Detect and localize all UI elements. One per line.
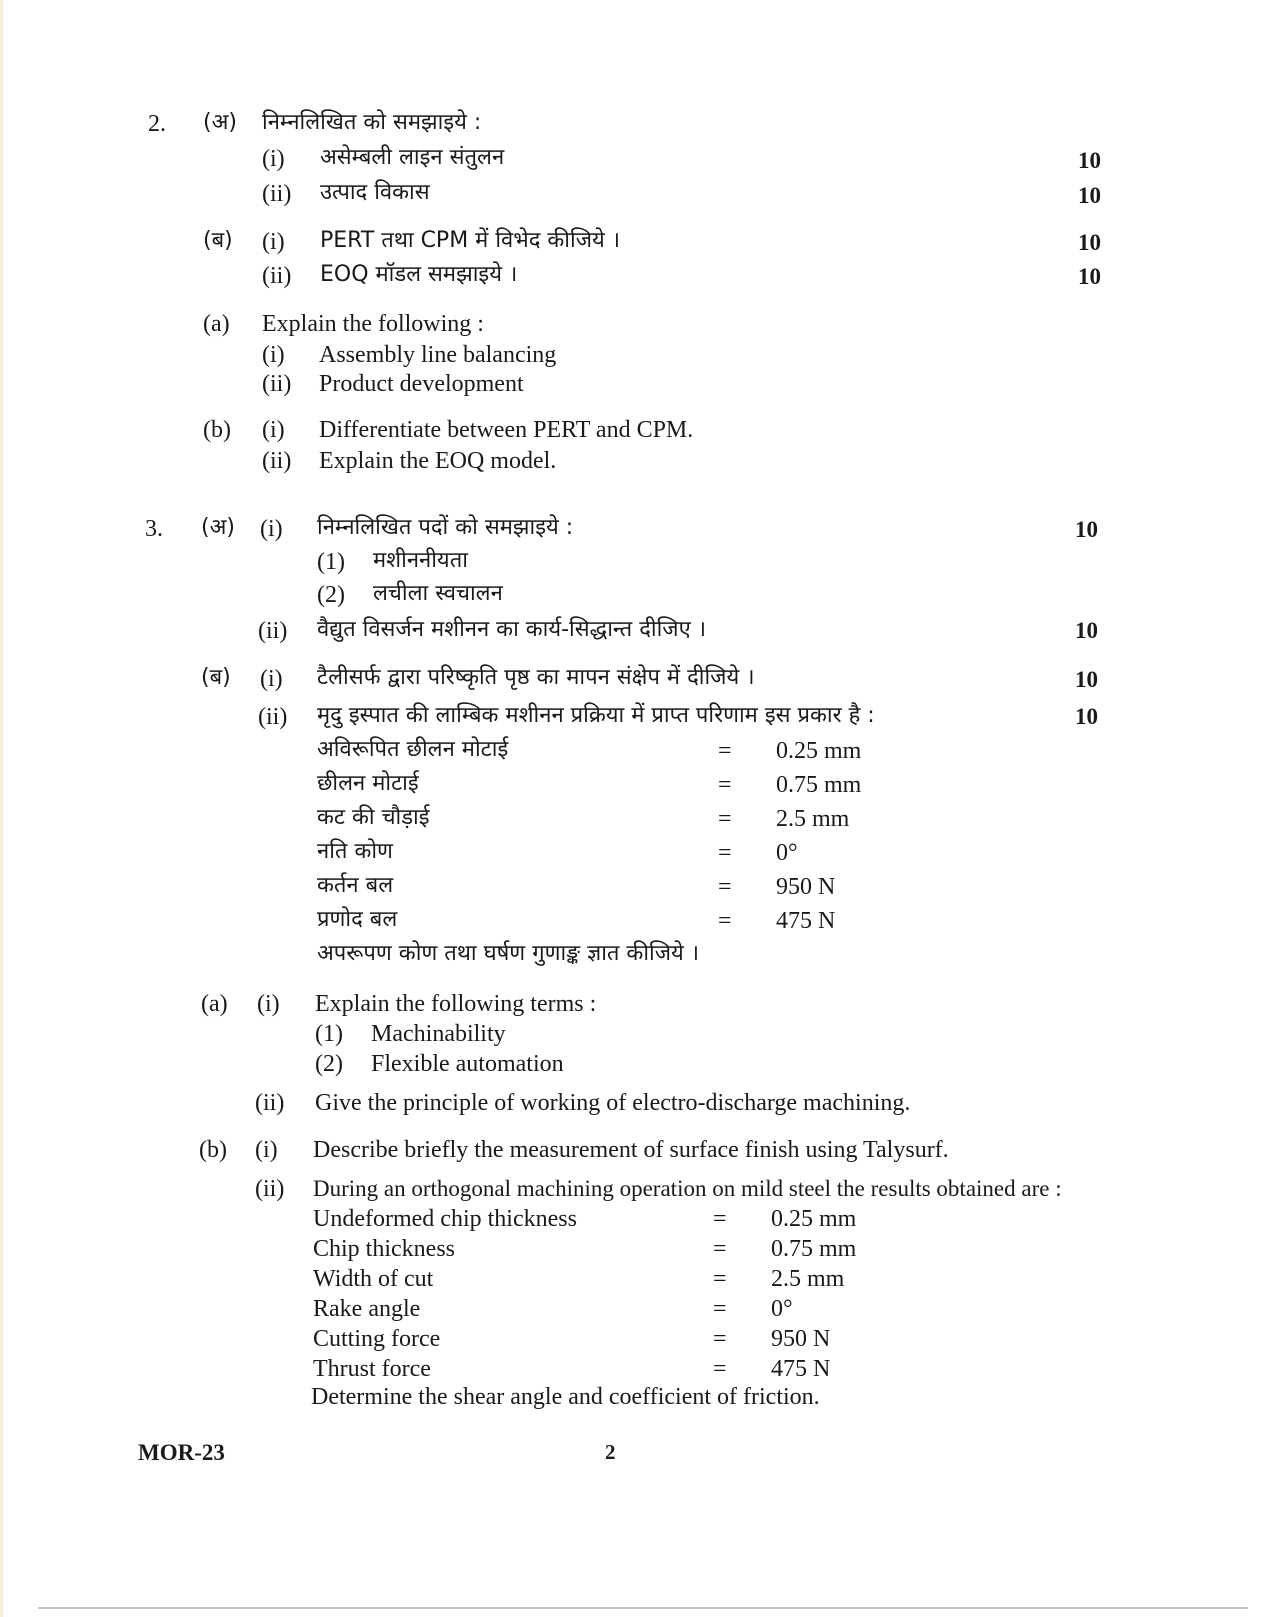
sub-item-text: लचीला स्वचालन [373,581,503,606]
param-value: 950 N [776,874,836,900]
equals-sign: = [713,1266,727,1292]
item-text: Differentiate between PERT and CPM. [319,417,694,443]
part-label: (ब) [203,228,233,253]
item-text: असेम्बली लाइन संतुलन [320,145,505,170]
part-label: (अ) [201,515,235,540]
param-name: Width of cut [313,1266,434,1292]
marks: 10 [1078,264,1101,289]
sub-item-text: Flexible automation [371,1051,564,1077]
item-number: (i) [262,229,285,255]
param-name: Rake angle [313,1296,421,1322]
equals-sign: = [713,1206,727,1232]
item-number: (i) [262,342,285,368]
item-text: मृदु इस्पात की लाम्बिक मशीनन प्रक्रिया में प्राप्त परिणाम इस प्रकार है : [317,703,875,728]
part-label: (b) [203,417,231,443]
item-number: (ii) [258,618,288,644]
marks: 10 [1078,148,1101,173]
item-number: (i) [260,516,283,542]
marks: 10 [1078,230,1101,255]
item-text: Product development [319,371,524,397]
marks: 10 [1075,517,1098,542]
part-label: (a) [203,311,230,337]
question-number: 3. [145,516,163,542]
equals-sign: = [718,908,732,934]
sub-item-text: Machinability [371,1021,506,1047]
sub-item-number: (1) [315,1021,343,1047]
item-text: Explain the following terms : [315,991,597,1017]
item-number: (ii) [258,704,288,730]
param-name: छीलन मोटाई [317,771,419,796]
param-value: 2.5 mm [771,1266,845,1292]
conclusion-text: अपरूपण कोण तथा घर्षण गुणाङ्क ज्ञात कीजिये । [317,941,700,966]
param-name: Undeformed chip thickness [313,1206,577,1232]
param-value: 0° [771,1296,793,1322]
param-value: 0° [776,840,798,866]
sub-item-number: (1) [317,549,345,575]
item-number: (i) [260,666,283,692]
conclusion-text: Determine the shear angle and coefficient of friction. [311,1384,820,1410]
item-text: EOQ मॉडल समझाइये । [320,262,518,287]
item-number: (ii) [262,263,292,289]
equals-sign: = [718,874,732,900]
param-value: 0.75 mm [771,1236,857,1262]
param-value: 475 N [776,908,836,934]
item-text: Describe briefly the measurement of surface finish using Talysurf. [313,1137,949,1163]
part-label: (a) [201,991,228,1017]
item-text: Assembly line balancing [319,342,557,368]
param-name: प्रणोद बल [317,907,398,932]
sub-item-number: (2) [317,582,345,608]
marks: 10 [1078,183,1101,208]
equals-sign: = [713,1236,727,1262]
question-number: 2. [148,111,166,137]
equals-sign: = [718,772,732,798]
sub-item-text: मशीननीयता [373,548,468,573]
param-value: 0.25 mm [776,738,862,764]
item-number: (ii) [262,448,292,474]
paper-code: MOR-23 [138,1440,225,1465]
item-text: निम्नलिखित पदों को समझाइये : [317,515,574,540]
item-text: Give the principle of working of electro-discharge machining. [315,1090,911,1116]
item-number: (ii) [262,371,292,397]
part-label: (अ) [203,110,237,135]
param-name: कट की चौड़ाई [317,805,430,830]
page-edge [0,0,3,1617]
equals-sign: = [718,738,732,764]
item-number: (i) [262,146,285,172]
item-number: (ii) [262,181,292,207]
equals-sign: = [713,1326,727,1352]
equals-sign: = [718,840,732,866]
item-number: (i) [255,1137,278,1163]
param-name: Chip thickness [313,1236,455,1262]
param-name: Thrust force [313,1356,431,1382]
param-value: 950 N [771,1326,831,1352]
part-label: (ब) [201,665,231,690]
equals-sign: = [713,1296,727,1322]
item-number: (i) [262,417,285,443]
sub-item-number: (2) [315,1051,343,1077]
item-text: वैद्युत विसर्जन मशीनन का कार्य-सिद्धान्त दीजिए । [317,617,707,642]
item-number: (ii) [255,1090,285,1116]
bottom-rule [38,1607,1248,1609]
item-text: उत्पाद विकास [320,180,430,205]
item-text: Explain the EOQ model. [319,448,557,474]
item-text: During an orthogonal machining operation on mild steel the results obtained are : [313,1176,1062,1201]
item-number: (ii) [255,1176,285,1202]
param-value: 2.5 mm [776,806,850,832]
equals-sign: = [713,1356,727,1382]
param-name: नति कोण [317,839,393,864]
param-name: कर्तन बल [317,873,394,898]
item-text: टैलीसर्फ द्वारा परिष्कृति पृष्ठ का मापन संक्षेप में दीजिये । [317,665,755,690]
page-number: 2 [605,1440,616,1464]
part-label: (b) [199,1137,227,1163]
param-name: अविरूपित छीलन मोटाई [317,737,509,762]
item-number: (i) [257,991,280,1017]
equals-sign: = [718,806,732,832]
marks: 10 [1075,704,1098,729]
question-stem: निम्नलिखित को समझाइये : [262,110,482,135]
param-value: 0.25 mm [771,1206,857,1232]
param-value: 475 N [771,1356,831,1382]
param-name: Cutting force [313,1326,441,1352]
marks: 10 [1075,667,1098,692]
param-value: 0.75 mm [776,772,862,798]
marks: 10 [1075,618,1098,643]
question-stem: Explain the following : [262,311,484,337]
item-text: PERT तथा CPM में विभेद कीजिये । [320,228,621,253]
